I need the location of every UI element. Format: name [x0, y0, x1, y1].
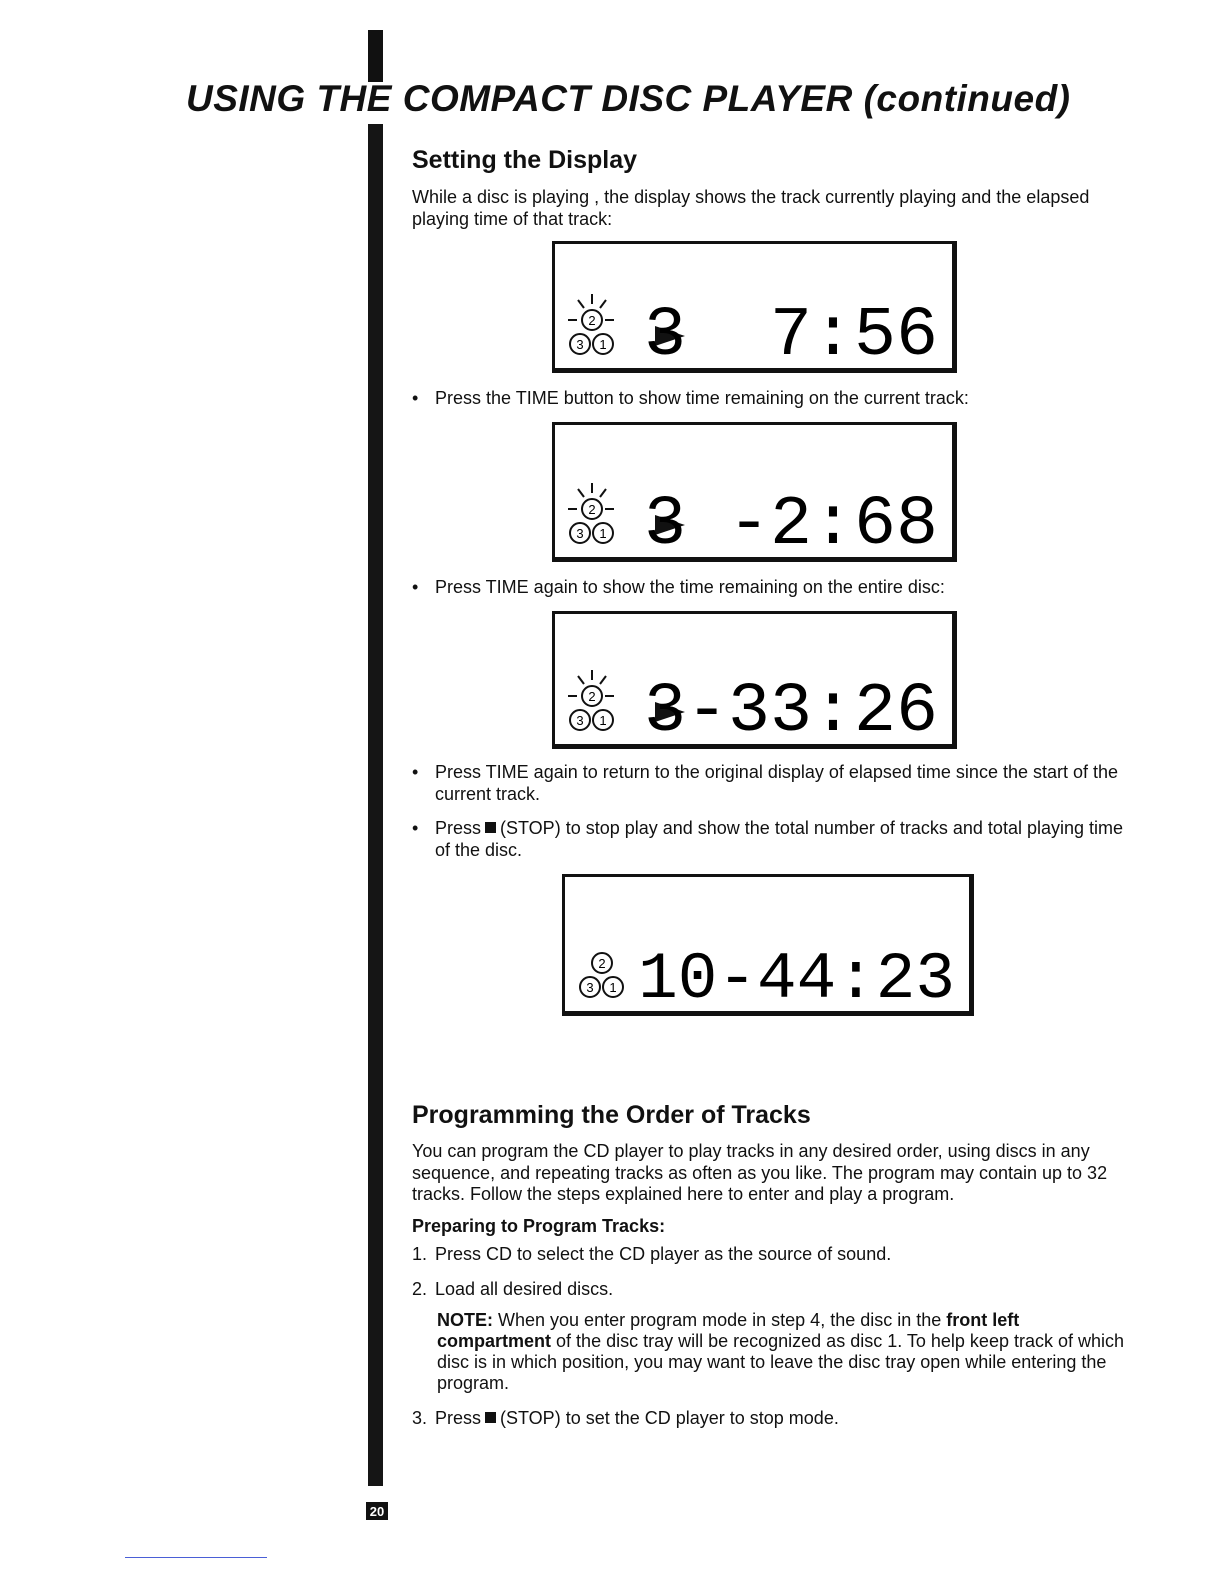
lcd-readout-text: 3 7:56 — [643, 297, 938, 376]
disc-label-2: 2 — [598, 956, 606, 971]
disc-label-3: 3 — [576, 713, 584, 728]
step-3 — [412, 1407, 1124, 1429]
step-text: Load all desired discs. — [435, 1278, 614, 1299]
disc-label-3: 3 — [576, 526, 584, 541]
lcd-display-stop — [562, 874, 974, 1016]
lcd-display-disc-remaining — [552, 611, 957, 752]
side-margin-bar — [368, 124, 383, 1486]
step-number: 3. — [412, 1407, 428, 1428]
lcd-readout-text: 3-33:26 — [643, 673, 938, 752]
display-intro: While a disc is playing , the display shows the track currently playing and the elapsed playing time of that track: — [412, 187, 1090, 229]
disc-label-1: 1 — [599, 713, 607, 728]
lcd-display-track-remaining — [552, 422, 957, 565]
main-content — [412, 146, 1124, 1442]
disc-label-1: 1 — [599, 337, 607, 352]
step-text-before: Press — [435, 1407, 482, 1428]
bullet-marker: • — [412, 388, 419, 408]
section-title-display: Setting the Display — [412, 146, 638, 174]
display-bullet-3 — [412, 761, 1124, 805]
disc-label-1: 1 — [609, 980, 617, 995]
lcd-readout — [638, 939, 959, 1017]
disc-label-3: 3 — [586, 980, 594, 995]
header-accent-bar — [368, 30, 383, 82]
display-bullet-1 — [412, 387, 1124, 409]
step-number: 1. — [412, 1243, 428, 1264]
display-bullet-2 — [412, 576, 1124, 598]
step-2 — [412, 1278, 1124, 1300]
programming-steps — [412, 1243, 1124, 1429]
bullet-text: Press the TIME button to show time remaining on the current track: — [435, 388, 969, 408]
disc-icon — [575, 933, 629, 1003]
lcd-readout — [643, 296, 942, 376]
stop-icon — [485, 822, 496, 833]
disc-label-1: 1 — [599, 526, 607, 541]
footer-rule — [125, 1557, 267, 1558]
page-number: 20 — [366, 1502, 388, 1520]
disc-icon — [565, 479, 619, 549]
step-1 — [412, 1243, 1124, 1265]
stop-icon — [485, 1412, 496, 1423]
page-title: USING THE COMPACT DISC PLAYER (continued) — [186, 78, 1071, 119]
programming-subhead: Preparing to Program Tracks: — [412, 1215, 666, 1236]
bullet-text-before: Press — [435, 818, 482, 838]
disc-icon — [565, 290, 619, 360]
lcd-readout-text: 3 -2:68 — [643, 486, 938, 565]
step-number: 2. — [412, 1278, 428, 1299]
note-text-1: When you enter program mode in step 4, the disc in the — [498, 1309, 942, 1330]
bullet-text: Press TIME again to show the time remaining on the entire disc: — [435, 577, 945, 597]
step-text-after: (STOP) to set the CD player to stop mode. — [500, 1407, 839, 1428]
bullet-text: Press TIME again to return to the original display of elapsed time since the start of the current track. — [435, 762, 1119, 804]
bullet-marker: • — [412, 762, 419, 782]
lcd-readout — [643, 485, 942, 565]
note-emphasis: front left compartment — [437, 1309, 1020, 1351]
lcd-readout — [643, 672, 942, 752]
bullet-marker: • — [412, 577, 419, 597]
lcd-readout-text: 10-44:23 — [638, 942, 955, 1017]
disc-label-2: 2 — [588, 502, 596, 517]
note-text-2: of the disc tray will be recognized as disc 1. To help keep track of which disc is in which position, you may want to leave the disc tray open while entering the program. — [437, 1330, 1125, 1393]
bullet-marker: • — [412, 818, 419, 838]
lcd-display-elapsed — [552, 241, 957, 376]
note-label: NOTE: — [437, 1309, 493, 1330]
disc-label-3: 3 — [576, 337, 584, 352]
bullet-text-after: (STOP) to stop play and show the total number of tracks and total playing time of the disc. — [435, 818, 1124, 860]
section-title-programming: Programming the Order of Tracks — [412, 1101, 811, 1129]
programming-note — [412, 1310, 1124, 1394]
programming-intro: You can program the CD player to play tracks in any desired order, using discs in any sequence, and repeating tracks as often as you like. The program may contain up to 32 tracks. Follow the steps explained here to enter and play a program. — [412, 1141, 1108, 1204]
step-text: Press CD to select the CD player as the source of sound. — [435, 1243, 892, 1264]
display-bullet-4 — [412, 817, 1124, 861]
disc-label-2: 2 — [588, 313, 596, 328]
disc-icon — [565, 666, 619, 736]
disc-label-2: 2 — [588, 689, 596, 704]
